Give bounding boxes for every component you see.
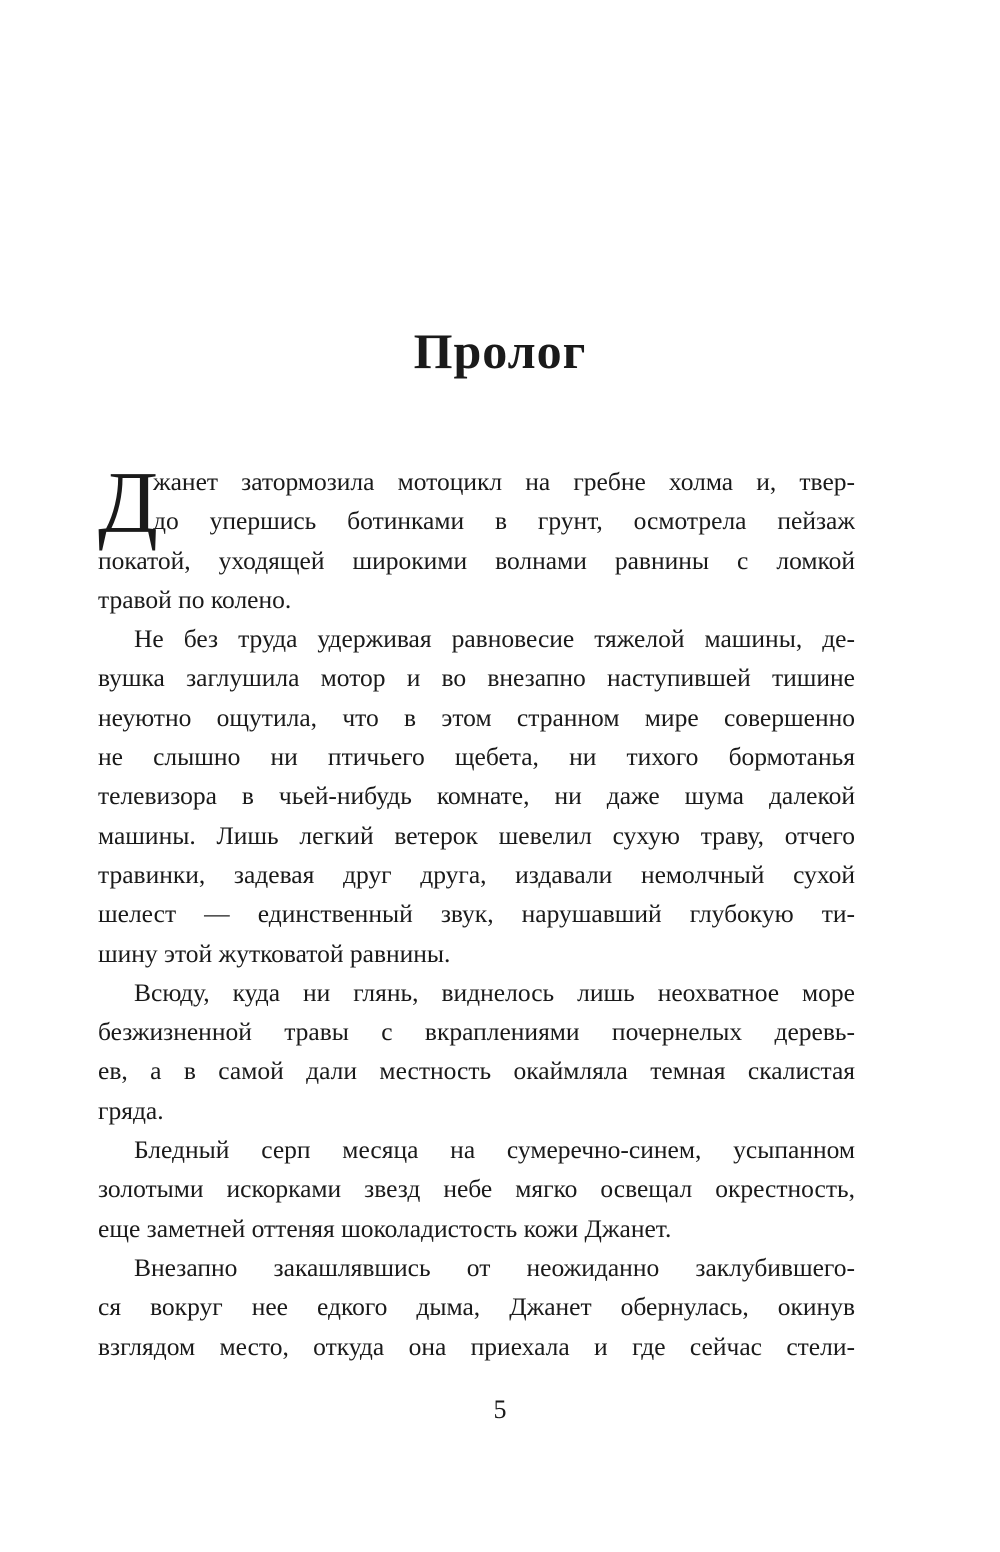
text-line: взглядом место, откуда она приехала и где сейчас стели- bbox=[98, 1331, 855, 1361]
text-line: безжизненной травы с вкраплениями почернелых деревь- bbox=[98, 1017, 855, 1047]
text-line: Бледный серп месяца на сумеречно-синем, усыпанном bbox=[134, 1135, 855, 1165]
text-line: шелест — единственный звук, нарушавший глубокую ти- bbox=[98, 899, 855, 929]
text-line: золотыми искорками звезд небе мягко освещал окрестность, bbox=[98, 1174, 855, 1204]
text-line: ся вокруг нее едкого дыма, Джанет обернулась, окинув bbox=[98, 1292, 855, 1322]
text-line: до упершись ботинками в грунт, осмотрела пейзаж bbox=[153, 506, 855, 536]
text-line: еще заметней оттеняя шоколадистость кожи Джанет. bbox=[98, 1213, 672, 1243]
text-line: Не без труда удерживая равновесие тяжелой машины, де- bbox=[134, 624, 855, 654]
text-line: шину этой жутковатой равнины. bbox=[98, 938, 451, 968]
page-number: 5 bbox=[493, 1395, 507, 1424]
text-line: покатой, уходящей широкими волнами равнины с ломкой bbox=[98, 545, 855, 575]
text-line: машины. Лишь легкий ветерок шевелил сухую траву, отчего bbox=[98, 820, 855, 850]
text-line: вушка заглушила мотор и во внезапно наступившей тишине bbox=[98, 663, 855, 693]
text-line: жанет затормозила мотоцикл на гребне холма и, твер- bbox=[153, 467, 855, 496]
text-line: не слышно ни птичьего щебета, ни тихого бормотанья bbox=[98, 742, 855, 772]
text-line: травинки, задевая друг друга, издавали немолчный сухой bbox=[98, 859, 855, 889]
text-line: телевизора в чьей-нибудь комнате, ни даже шума далекой bbox=[98, 781, 855, 811]
drop-cap: Д bbox=[98, 455, 159, 552]
body-text bbox=[98, 455, 855, 1366]
text-line: Всюду, куда ни глянь, виднелось лишь неохватное море bbox=[134, 977, 855, 1007]
text-line: гряда. bbox=[98, 1095, 164, 1125]
text-line: травой по колено. bbox=[98, 584, 292, 614]
text-line: неуютно ощутила, что в этом странном мире совершенно bbox=[98, 702, 855, 732]
text-line: Внезапно закашлявшись от неожиданно заклубившего- bbox=[134, 1252, 855, 1282]
text-line: ев, а в самой дали местность окаймляла темная скалистая bbox=[98, 1056, 855, 1086]
chapter-title: Пролог bbox=[413, 323, 587, 379]
